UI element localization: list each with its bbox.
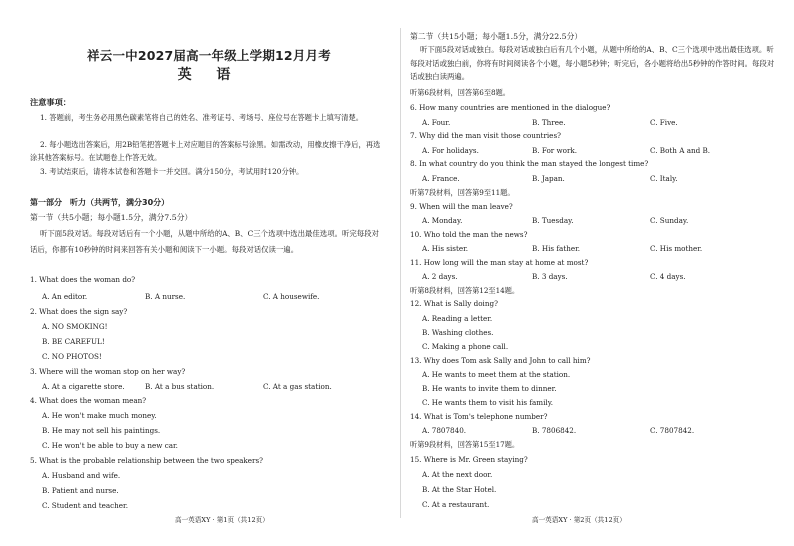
q14-option-b: B. 7806842. (532, 426, 577, 435)
material-8-heading: 听第8段材料，回答第12至14题。 (410, 286, 520, 295)
question-3: 3. Where will the woman stop on her way? (30, 367, 186, 376)
section2-instructions: 听下面5段对话或独白。每段对话或独白后有几个小题，从题中所给的A、B、C三个选项中选出最佳选项。听每段对话或独白前，你将有时间阅读各个小题，每小题5秒钟；听完后，各小题将给出5秒钟的作答时间。每段对话或独白读两遍。 (410, 45, 775, 81)
q14-option-c: C. 7807842. (650, 426, 695, 435)
q12-option-a: A. Reading a letter. (422, 314, 493, 323)
q11-option-b: B. 3 days. (532, 272, 568, 281)
q13-option-b: B. He wants to invite them to dinner. (422, 384, 557, 393)
q6-option-a: A. Four. (422, 118, 451, 127)
question-9: 9. When will the man leave? (410, 202, 513, 211)
question-12: 12. What is Sally doing? (410, 299, 498, 308)
question-14: 14. What is Tom's telephone number? (410, 412, 548, 421)
q11-option-c: C. 4 days. (650, 272, 686, 281)
q8-option-a: A. France. (422, 174, 460, 183)
exam-subject: 英 语 (177, 67, 241, 83)
q12-option-b: B. Washing clothes. (422, 328, 494, 337)
q2-option-a: A. NO SMOKING! (42, 322, 108, 331)
q10-option-b: B. His father. (532, 244, 581, 253)
q8-option-b: B. Japan. (532, 174, 565, 183)
q3-option-c: C. At a gas station. (263, 382, 332, 391)
q9-option-b: B. Tuesday. (532, 216, 574, 225)
q4-option-a: A. He won't make much money. (42, 411, 157, 420)
question-15: 15. Where is Mr. Green staying? (410, 455, 528, 464)
q2-option-c: C. NO PHOTOS! (42, 352, 102, 361)
question-4: 4. What does the woman mean? (30, 396, 147, 405)
q15-option-b: B. At the Star Hotel. (422, 485, 497, 494)
notice-item-1: 1. 答题前，考生务必用黑色碳素笔将自己的姓名、准考证号、考场号、座位号在答题卡上填写清楚。 (40, 113, 364, 122)
q3-option-b: B. At a bus station. (145, 382, 215, 391)
q10-option-c: C. His mother. (650, 244, 703, 253)
q7-option-b: B. For work. (532, 146, 578, 155)
q10-option-a: A. His sister. (422, 244, 469, 253)
question-6: 6. How many countries are mentioned in the dialogue? (410, 103, 611, 112)
question-2: 2. What does the sign say? (30, 307, 128, 316)
column-divider (400, 28, 401, 518)
q13-option-a: A. He wants to meet them at the station. (422, 370, 571, 379)
section1-instructions: 听下面5段对话。每段对话后有一个小题，从题中所给的A、B、C三个选项中选出最佳选项。听完每段对话后，你都有10秒钟的时间来回答有关小题和阅读下一小题。每段对话仅读一遍。 (30, 229, 379, 254)
section2-heading: 第二节（共15小题；每小题1.5分，满分22.5分） (410, 32, 583, 41)
question-7: 7. Why did the man visit those countries? (410, 131, 561, 140)
question-11: 11. How long will the man stay at home at most? (410, 258, 589, 267)
question-13: 13. Why does Tom ask Sally and John to call him? (410, 356, 591, 365)
q7-option-a: A. For holidays. (422, 146, 479, 155)
notice-item-3: 3. 考试结束后，请将本试卷和答题卡一并交回。满分150分，考试用时120分钟。 (40, 167, 304, 176)
material-9-heading: 听第9段材料，回答第15至17题。 (410, 440, 520, 449)
notice-item-2: 2. 每小题选出答案后，用2B铅笔把答题卡上对应题目的答案标号涂黑。如需改动，用橡皮擦干净后，再选涂其他答案标号。在试题卷上作答无效。 (30, 140, 381, 162)
q3-option-a: A. At a cigarette store. (42, 382, 125, 391)
question-8: 8. In what country do you think the man stayed the longest time? (410, 159, 649, 168)
q9-option-c: C. Sunday. (650, 216, 689, 225)
section1-heading: 第一节（共5小题；每小题1.5分，满分7.5分） (30, 213, 193, 222)
q15-option-c: C. At a restaurant. (422, 500, 490, 509)
q5-option-a: A. Husband and wife. (42, 471, 121, 480)
question-5: 5. What is the probable relationship between the two speakers? (30, 456, 263, 465)
material-6-heading: 听第6段材料，回答第6至8题。 (410, 88, 510, 97)
q4-option-c: C. He won't be able to buy a new car. (42, 441, 178, 450)
part-heading-text: 第一部分 听力（共两节，满分30分） (30, 198, 170, 207)
q14-option-a: A. 7807840. (422, 426, 467, 435)
q9-option-a: A. Monday. (422, 216, 463, 225)
left-page-footer: 高一英语XY · 第1页（共12页） (175, 516, 269, 524)
q8-option-c: C. Italy. (650, 174, 678, 183)
q6-option-c: C. Five. (650, 118, 678, 127)
question-10: 10. Who told the man the news? (410, 230, 528, 239)
notice-title: 注意事项： (30, 97, 71, 107)
q1-option-c: C. A housewife. (263, 292, 320, 301)
q13-option-c: C. He wants them to visit his family. (422, 398, 554, 407)
q7-option-c: C. Both A and B. (650, 146, 711, 155)
left-page (30, 0, 388, 546)
part-heading (30, 197, 169, 208)
q4-option-b: B. He may not sell his paintings. (42, 426, 161, 435)
right-page-footer: 高一英语XY · 第2页（共12页） (532, 516, 626, 524)
q6-option-b: B. Three. (532, 118, 566, 127)
q1-option-a: A. An editor. (42, 292, 88, 301)
question-1: 1. What does the woman do? (30, 275, 136, 284)
material-7-heading: 听第7段材料，回答第9至11题。 (410, 188, 515, 197)
q15-option-a: A. At the next door. (422, 470, 493, 479)
q12-option-c: C. Making a phone call. (422, 342, 509, 351)
q1-option-b: B. A nurse. (145, 292, 186, 301)
exam-title: 祥云一中2027届高一年级上学期12月月考 (87, 48, 331, 63)
q5-option-b: B. Patient and nurse. (42, 486, 119, 495)
q11-option-a: A. 2 days. (422, 272, 458, 281)
q2-option-b: B. BE CAREFUL! (42, 337, 105, 346)
right-page (410, 0, 775, 546)
q5-option-c: C. Student and teacher. (42, 501, 128, 510)
